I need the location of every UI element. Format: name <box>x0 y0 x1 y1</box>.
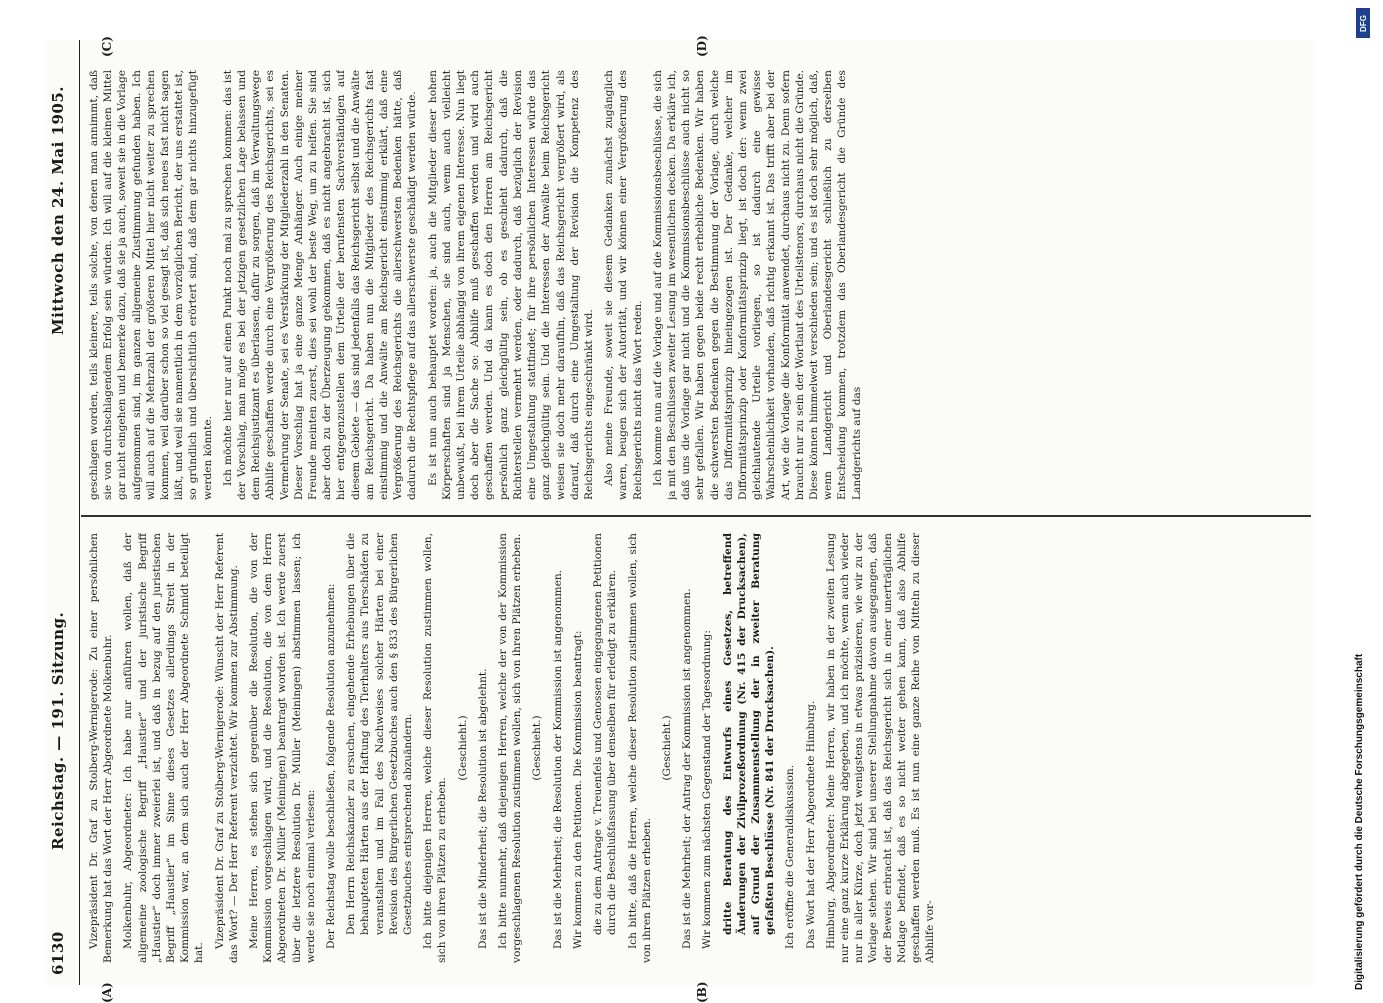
column-divider <box>81 516 1311 518</box>
paragraph: Das ist die Mehrheit; die Resolution der Kommission ist angenommen. <box>551 533 565 963</box>
paragraph: Der Reichstag wolle beschließen, folgende Resolution anzunehmen: <box>324 533 338 963</box>
resolution-text: Den Herrn Reichskanzler zu ersuchen, eingehende Erhebungen über die behaupteten Härten aus der Haftung des Tierhalters aus Tierschäden zu veranstalten und im Fall des Nachweises solcher Härten bei einer Revision des Bürgerlichen Gesetzbuches auch den § 833 des Bürgerlichen Gesetzbuches entsprechend abzuändern. <box>344 533 415 935</box>
paragraph: Vizepräsident Dr. Graf zu Stolberg-Wernigerode: Zu einer persönlichen Bemerkung hat das Wort der Herr Abgeordnete Molkenbuhr. <box>87 533 115 963</box>
paragraph: Meine Herren, es stehen sich gegenüber die Resolution, die von der Kommission vorgeschlagen wird, und die Resolution, die von dem Herrn Abgeordneten Dr. Müller (Meiningen) beantragt worden ist. Ich werde zuerst über die letztere Resolution Dr. Müller (Meiningen) abstimmen lassen; ich werde sie noch einmal verlesen: <box>247 533 318 963</box>
stage-direction: (Geschieht.) <box>456 533 470 963</box>
stage-direction: (Geschieht.) <box>530 533 544 963</box>
paragraph: Ich eröffne die Generaldiskussion. <box>783 533 797 963</box>
dfg-logo-text: DFG <box>1359 15 1368 32</box>
stage-direction: (Geschieht.) <box>660 533 674 963</box>
paragraph: Vizepräsident Dr. Graf zu Stolberg-Wernigerode: Wünscht der Herr Referent das Wort? — Der Herr Referent verzichtet. Wir kommen zur Abstimmung. <box>213 533 241 963</box>
dfg-logo <box>1356 8 1370 38</box>
paragraph: Es ist nun auch behauptet worden: ja, auch die Mitglieder dieser hohen Körperschaften sind ja Menschen, sie sind auch, wenn auch vielleicht unbewußt, bei ihrem Urteile abhängig von ihrem eigenen Interesse. Nun liegt doch aber die Sache so: Abhilfe muß geschaffen werden und wird auch geschaffen werden. Und da kann es doch den Herren am Reichsgericht persönlich ganz gleichgültig sein, ob es geschieht dadurch, daß die Richterstellen vermehrt werden, oder dadurch, daß bezüglich der Revision eine Umgestaltung stattfindet; für ihre persönlichen Interessen würde das ganz gleichgültig sein. Und die Interessen der Anwälte beim Reichsgericht weisen sie doch mehr daraufhin, daß das Reichsgericht vergrößert wird, als darauf, daß durch eine Umgestaltung der Revision die Kompetenz des Reichsgerichts eingeschränkt wird. <box>426 70 596 500</box>
page-header <box>45 40 80 985</box>
paragraph: Ich bitte diejenigen Herren, welche dieser Resolution zustimmen wollen, sich von ihren Plätzen zu erheben. <box>421 533 449 963</box>
paragraph: Das ist die Mehrheit; der Antrag der Kommission ist angenommen. <box>680 533 694 963</box>
running-title-right: Mittwoch den 24. Mai 1905. <box>49 86 67 335</box>
paragraph: Wir kommen zu den Petitionen. Die Kommission beantragt: <box>571 533 585 963</box>
document-page <box>45 40 1315 985</box>
margin-letter-a: (A) <box>100 982 114 1003</box>
paragraph: Ich komme nun auf die Vorlage und auf die Kommissionsbeschlüsse, die sich ja mit den Beschlüssen zweiter Lesung im wesentlichen decken. Da erkläre ich, daß uns die Vorlage gar nicht und die Kommissionsbeschlüsse auch nicht so sehr gefallen. Wir haben gegen beide recht erhebliche Bedenken. Wir haben die schwersten Bedenken gegen die Bestimmung der Vorlage, durch welche das Difformitätsprinzip hineingezogen ist. Der Gedanke, welcher im Difformitätsprinzip oder Konformitätsprinzip liegt, ist doch der: wenn zwei gleichlautende Urteile vorliegen, so ist dadurch eine gewisse Wahrscheinlichkeit vorhanden, daß richtig erkannt ist. Das trifft aber bei der Art, wie die Vorlage die Konformität anwendet, durchaus nicht zu. Denn sofern braucht nur zu sein der Wortlaut des Urteilstenors, durchaus nicht die Gründe. Diese können himmelweit verschieden sein; und es ist doch sehr möglich, daß, wenn Landgericht und Oberlandesgericht schließlich zu derselben Entscheidung kommen, trotzdem das Oberlandesgericht die Gründe des Landgerichts auf das <box>651 70 864 500</box>
petition-text: die zu dem Antrage v. Treuenfels und Genossen eingegangenen Petitionen durch die Beschlußfassung über denselben für erledigt zu erklären. <box>591 533 619 935</box>
paragraph: Ich bitte, daß die Herren, welche dieser Resolution zustimmen wollen, sich von ihren Plätzen erheben. <box>626 533 654 963</box>
paragraph: Das ist die Minderheit; die Resolution ist abgelehnt. <box>476 533 490 963</box>
paragraph: Ich möchte hier nur auf einen Punkt noch mal zu sprechen kommen: das ist der Vorschlag, man möge es bei der jetzigen gesetzlichen Lage belassen und dem Reichsjustizamt es überlassen, dafür zu sorgen, daß im Verwaltungswege Abhilfe geschaffen werde durch eine Vergrößerung des Reichsgerichts, sei es Vermehrung der Senate, sei es Verstärkung der Mitgliederzahl in den Senaten. Dieser Vorschlag hat ja eine ganze Menge Anhänger. Auch einige meiner Freunde meinten zuerst, dies sei wohl der beste Weg, um zu helfen. Sie sind aber doch zu der Überzeugung gekommen, daß es nicht angebracht ist, sich hier entgegenzustellen dem Urteile der berufensten Sachverständigen auf diesem Gebiete — das sind jedenfalls das Reichsgericht selbst und die Anwälte am Reichsgericht. Da haben nun die Mitglieder des Reichsgerichts fast einstimmig und die Anwälte am Reichsgericht einstimmig erklärt, daß eine Vergrößerung des Reichsgerichts die allerschwersten Bedenken hätte, daß dadurch die Rechtspflege auf das allerschwerste geschädigt werden würde. <box>221 70 420 500</box>
right-column <box>87 70 1302 500</box>
margin-letter-d: (D) <box>695 35 709 57</box>
paragraph: geschlagen worden, teils kleinere, teils solche, von denen man annimmt, daß sie von durchschlagendem Erfolg sein würden. Ich will auf die kleinen Mittel gar nicht eingehen und bemerke dazu, daß sie ja auch, soweit sie in die Vorlage aufgenommen sind, im ganzen allgemeine Zustimmung gefunden haben. Ich will auch auf die Mehrzahl der größeren Mittel hier nicht weiter zu sprechen kommen, weil darüber schon so viel gesagt ist, daß sich neues fast nicht sagen läßt, und weil sie namentlich in dem vorzüglichen Bericht, der uns erstattet ist, so gründlich und übersichtlich erörtert sind, daß dem gar nichts hinzugefügt werden könnte. <box>87 70 215 500</box>
agenda-item: dritte Beratung des Entwurfs eines Gesetzes, betreffend Änderungen der Zivilprozeßordnung (Nr. 415 der Drucksachen), auf Grund der Zusammenstellung der in zweiter Beratung gefaßten Beschlüsse (Nr. 841 der Drucksachen). <box>721 533 778 935</box>
paragraph: Molkenbuhr, Abgeordneter: Ich habe nur anführen wollen, daß der allgemeine zoologische Begriff „Haustier“ und der juristische Begriff „Haustier“ doch immer zweierlei ist, und daß in bezug auf den juristischen Begriff „Haustier“ im Sinne dieses Gesetzes allerdings Streit in der Kommission war, an dem sich auch der Herr Abgeordnete Schmidt beteiligt hat. <box>121 533 206 963</box>
paragraph: Wir kommen zum nächsten Gegenstand der Tagesordnung: <box>700 533 714 963</box>
paragraph: Das Wort hat der Herr Abgeordnete Himburg. <box>804 533 818 963</box>
margin-letter-b: (B) <box>695 982 709 1003</box>
margin-letter-c: (C) <box>100 36 114 57</box>
page-number: 6130 <box>49 931 67 975</box>
digitization-credit: Digitalisierung gefördert durch die Deutsche Forschungsgemeinschaft <box>1354 654 1365 990</box>
paragraph: Himburg, Abgeordneter: Meine Herren, wir haben in der zweiten Lesung nur eine ganz kurze Erklärung abgegeben, und ich möchte, wenn auch wieder nur in aller Kürze, doch jetzt wenigstens in etwas präzisieren, wie wir zu der Vorlage stehen. Wir sind bei unserer Stellungnahme davon ausgegangen, daß der Beweis erbracht ist, daß das Reichsgericht sich in einer unerträglichen Notlage befindet, daß es so nicht weiter gehen kann, daß also Abhilfe geschaffen werden muß. Es ist nun eine ganze Reihe von Mitteln zu dieser Abhilfe vor- <box>824 533 938 963</box>
paragraph: Ich bitte nunmehr, daß diejenigen Herren, welche der von der Kommission vorgeschlagenen Resolution zustimmen wollen, sich von ihren Plätzen erheben. <box>496 533 524 963</box>
paragraph: Also meine Freunde, soweit sie diesem Gedanken zunächst zugänglich waren, beugen sich der Autorität, und wir können einer Vergrößerung des Reichsgerichts nicht das Wort reden. <box>602 70 645 500</box>
left-column <box>87 533 1302 963</box>
running-title-left: Reichstag. — 191. Sitzung. <box>49 612 67 850</box>
